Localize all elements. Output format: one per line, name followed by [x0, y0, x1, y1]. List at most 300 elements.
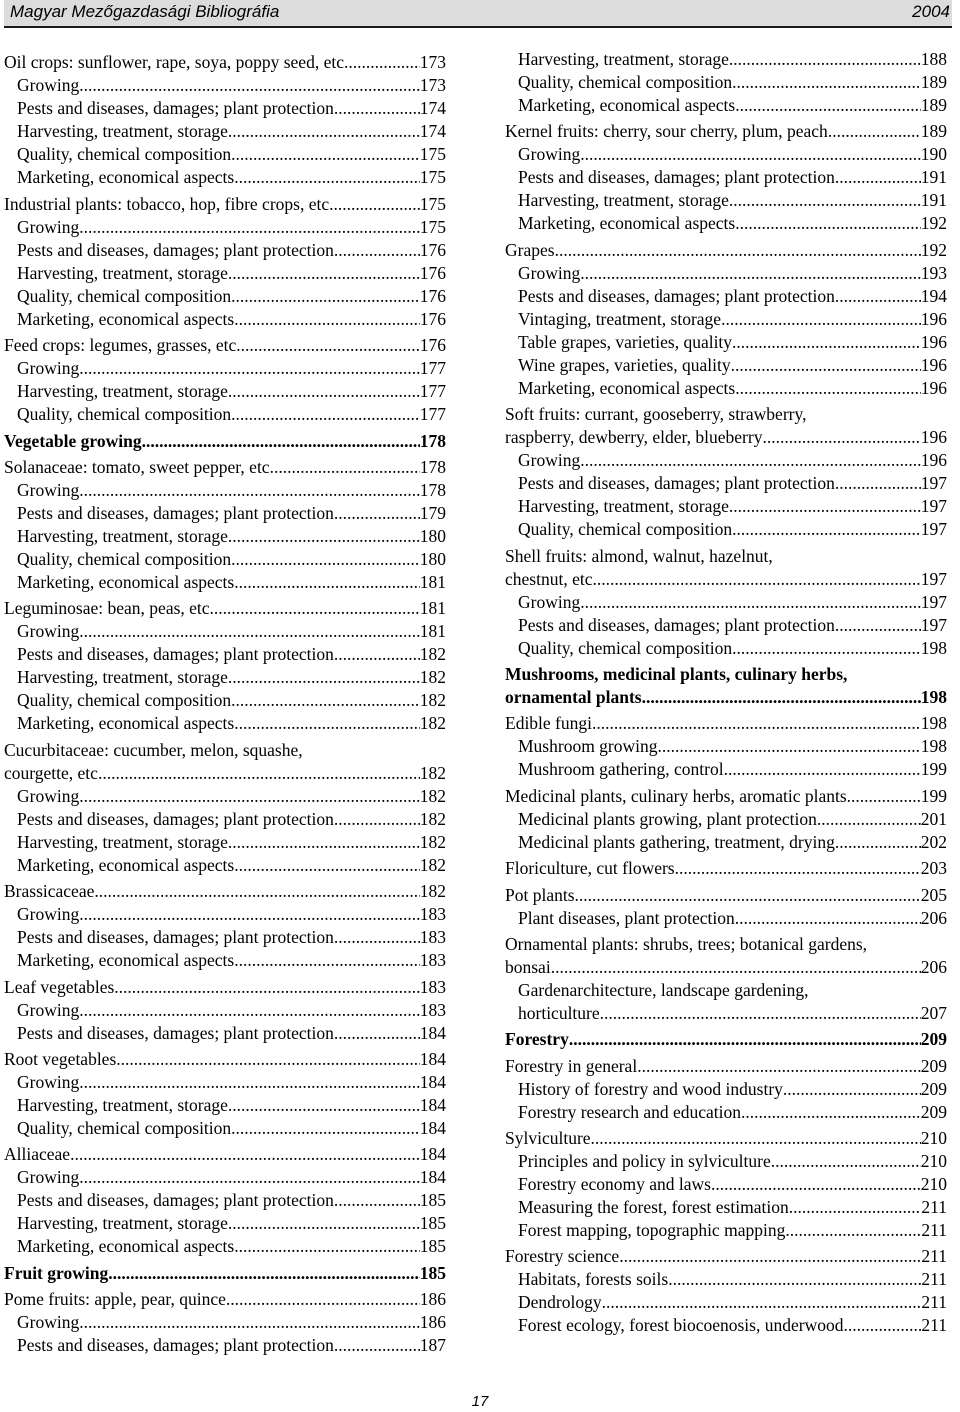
toc-entry-page: 196 [920, 427, 947, 448]
toc-entry-page: 181 [419, 598, 446, 619]
toc-entry [505, 884, 947, 907]
toc-entry [4, 1071, 446, 1094]
toc-entry-page: 198 [920, 713, 947, 734]
dot-leader [79, 1166, 420, 1189]
dot-leader [785, 1219, 921, 1242]
toc-entry-title: Growing [17, 1312, 80, 1333]
toc-entry-page: 209 [920, 1078, 947, 1099]
toc-entry-title: Harvesting, treatment, storage [17, 1094, 228, 1115]
dot-leader [735, 377, 921, 400]
dot-leader [108, 1262, 420, 1285]
toc-entry [4, 143, 446, 166]
toc-entry-page: 198 [920, 736, 947, 757]
dot-leader [334, 1022, 420, 1045]
dot-leader [835, 285, 921, 308]
toc-entry-title: Growing [17, 785, 80, 806]
toc-entry-title-line1: Cucurbitaceae: cucumber, melon, squashe, [4, 739, 303, 760]
toc-entry-title: Quality, chemical composition [17, 404, 232, 425]
toc-entry [4, 430, 446, 453]
toc-entry [4, 1048, 446, 1071]
dot-leader [231, 689, 420, 712]
dot-leader [847, 785, 921, 808]
toc-entry-title: Pests and diseases, damages; plant protection [17, 502, 334, 523]
dot-leader [234, 166, 420, 189]
toc-entry-title: Growing [17, 904, 80, 925]
toc-entry-page: 209 [920, 1029, 947, 1050]
dot-leader [228, 120, 420, 143]
toc-entry-title: Pests and diseases, damages; plant protection [17, 808, 334, 829]
toc-entry-title: Growing [17, 999, 80, 1020]
toc-entry-title: Medicinal plants, culinary herbs, aromatic plants [505, 785, 847, 806]
toc-entry-title: Harvesting, treatment, storage [17, 262, 228, 283]
toc-entry-title: Habitats, forests soils [518, 1269, 669, 1290]
toc-entry-page: 189 [920, 72, 947, 92]
toc-entry-page: 210 [920, 1151, 947, 1172]
toc-entry-page: 183 [419, 999, 446, 1020]
toc-entry [4, 1022, 446, 1045]
dot-leader [732, 331, 921, 354]
toc-entry-title: Forest mapping, topographic mapping [518, 1220, 786, 1241]
dot-leader [580, 449, 921, 472]
toc-entry-title: Forestry [505, 1029, 569, 1050]
toc-entry-title: Pests and diseases, damages; plant protection [17, 1190, 334, 1211]
dot-leader [274, 456, 420, 479]
toc-entry-page: 181 [419, 571, 446, 592]
dot-leader [79, 1311, 420, 1334]
toc-entry [4, 620, 446, 643]
toc-entry-title: Growing [17, 1167, 80, 1188]
toc-entry-page: 207 [920, 1002, 947, 1023]
toc-entry-title: Growing [17, 75, 80, 96]
toc-entry [505, 1173, 947, 1196]
toc-entry [505, 1002, 947, 1025]
toc-entry [4, 334, 446, 357]
toc-entry-title: Mushroom gathering, control [518, 759, 724, 780]
toc-entry-page: 196 [920, 377, 947, 398]
toc-entry [4, 239, 446, 262]
toc-entry [505, 354, 947, 377]
toc-entry-title: Marketing, economical aspects [17, 1236, 235, 1257]
dot-leader [789, 1196, 922, 1219]
toc-entry-page: 176 [419, 285, 446, 306]
dot-leader [116, 1048, 419, 1071]
dot-leader [241, 334, 420, 357]
toc-entry-page: 191 [920, 167, 947, 188]
toc-entry-title: Pests and diseases, damages; plant protection [17, 98, 334, 119]
dot-leader [724, 758, 921, 781]
dot-leader [580, 591, 921, 614]
toc-entry [505, 120, 947, 143]
toc-entry-title: Wine grapes, varieties, quality [518, 354, 731, 375]
toc-entry [505, 1028, 947, 1051]
toc-entry-page: 210 [920, 1174, 947, 1195]
toc-entry-page: 203 [920, 858, 947, 879]
dot-leader [334, 1334, 420, 1357]
dot-leader [228, 1094, 420, 1117]
toc-entry [4, 285, 446, 308]
dot-leader [228, 262, 420, 285]
toc-entry [505, 907, 947, 930]
dot-leader [79, 74, 420, 97]
toc-entry-title: Pests and diseases, damages; plant protection [17, 927, 334, 948]
toc-entry-page: 196 [920, 331, 947, 352]
toc-entry-title: Pot plants [505, 884, 575, 905]
toc-entry-title-line1: Shell fruits: almond, walnut, hazelnut, [505, 545, 773, 566]
toc-entry-title: ornamental plants [505, 686, 642, 707]
toc-entry-page: 196 [920, 450, 947, 471]
toc-entry-page: 175 [419, 144, 446, 165]
toc-entry [505, 785, 947, 808]
toc-entry-title: Pests and diseases, damages; plant protection [518, 614, 835, 635]
toc-entry [505, 591, 947, 614]
toc-entry-page: 178 [419, 430, 446, 451]
dot-leader [580, 262, 921, 285]
dot-leader [234, 571, 420, 594]
dot-leader [771, 1150, 921, 1173]
toc-entry [4, 597, 446, 620]
toc-entry [4, 1212, 446, 1235]
toc-entry [4, 808, 446, 831]
toc-entry-title: Forestry science [505, 1246, 620, 1267]
toc-entry-title: Pests and diseases, damages; plant protection [518, 285, 835, 306]
toc-entry-title: Marketing, economical aspects [17, 571, 235, 592]
dot-leader [234, 854, 420, 877]
dot-leader [731, 354, 921, 377]
toc-entry [4, 831, 446, 854]
toc-entry-page: 182 [419, 854, 446, 875]
toc-entry [505, 472, 947, 495]
dot-leader [231, 548, 420, 571]
dot-leader [569, 1028, 921, 1051]
toc-entry [4, 193, 446, 216]
toc-entry-title: Kernel fruits: cherry, sour cherry, plum, peach [505, 121, 828, 142]
toc-entry-page: 182 [419, 667, 446, 688]
toc-entry-page: 177 [419, 358, 446, 379]
toc-entry-page: 177 [419, 404, 446, 425]
toc-entry [505, 808, 947, 831]
toc-entry-page: 197 [920, 519, 947, 540]
toc-entry [505, 166, 947, 189]
dot-leader [642, 686, 921, 709]
toc-entry-page: 185 [419, 1236, 446, 1257]
toc-entry-title: Growing [518, 262, 581, 283]
toc-entry-page: 186 [419, 1312, 446, 1333]
dot-leader [234, 1235, 420, 1258]
toc-entry [505, 1268, 947, 1291]
toc-entry-title: Harvesting, treatment, storage [17, 121, 228, 142]
dot-leader [602, 1291, 922, 1314]
toc-entry [4, 456, 446, 479]
toc-entry-title: Vegetable growing [4, 430, 142, 451]
dot-leader [234, 308, 420, 331]
toc-entry [505, 48, 947, 71]
toc-entry [505, 1101, 947, 1124]
toc-entry-title: Growing [17, 358, 80, 379]
toc-entry [505, 94, 947, 117]
toc-entry-page: 182 [419, 881, 446, 902]
toc-entry-title: Growing [518, 450, 581, 471]
toc-entry [4, 999, 446, 1022]
dot-leader [729, 189, 921, 212]
toc-entry [4, 1117, 446, 1140]
toc-entry-page: 189 [920, 95, 947, 115]
toc-entry [505, 1314, 947, 1337]
dot-leader [619, 1245, 921, 1268]
toc-entry [4, 1166, 446, 1189]
toc-entry-title: Root vegetables [4, 1048, 117, 1069]
dot-leader [228, 666, 420, 689]
toc-entry-line [4, 739, 446, 762]
toc-entry-page: 175 [419, 167, 446, 188]
dot-leader [334, 239, 420, 262]
toc-entry-page: 206 [920, 907, 947, 928]
toc-entry-title-line1: Ornamental plants: shrubs, trees; botanical gardens, [505, 933, 868, 954]
toc-entry-title: Leguminosae: bean, peas, etc. [4, 598, 214, 619]
toc-entry-page: 184 [419, 1094, 446, 1115]
toc-entry-title: Harvesting, treatment, storage [17, 525, 228, 546]
toc-entry-title: Harvesting, treatment, storage [518, 496, 729, 517]
toc-entry-page: 177 [419, 381, 446, 402]
dot-leader [658, 735, 921, 758]
toc-entry-page: 197 [920, 591, 947, 612]
toc-entry-page: 182 [419, 785, 446, 806]
toc-entry-title: Pests and diseases, damages; plant protection [518, 473, 835, 494]
toc-entry-title: Pests and diseases, damages; plant protection [17, 1022, 334, 1043]
toc-entry [4, 479, 446, 502]
dot-leader [729, 495, 921, 518]
toc-entry [4, 97, 446, 120]
toc-entry-page: 193 [920, 262, 947, 283]
toc-entry-page: 185 [419, 1262, 446, 1283]
toc-entry [505, 308, 947, 331]
dot-leader [334, 926, 420, 949]
dot-leader [334, 1189, 420, 1212]
toc-entry-title: Marketing, economical aspects [17, 950, 235, 971]
dot-leader [79, 216, 420, 239]
toc-entry-page: 184 [419, 1022, 446, 1043]
toc-entry-title: Industrial plants: tobacco, hop, fibre crops, etc. [4, 193, 334, 214]
toc-entry-page: 197 [920, 473, 947, 494]
toc-entry-title: Pome fruits: apple, pear, quince [4, 1289, 226, 1310]
toc-entry-page: 189 [920, 121, 947, 142]
toc-entry-page: 196 [920, 308, 947, 329]
dot-leader [231, 143, 420, 166]
toc-entry-title-line1: Mushrooms, medicinal plants, culinary herbs, [505, 663, 848, 684]
toc-entry [4, 712, 446, 735]
page-number: 17 [471, 1393, 489, 1410]
toc-entry [4, 51, 446, 74]
dot-leader [79, 479, 420, 502]
dot-leader [94, 880, 419, 903]
dot-leader [817, 808, 921, 831]
toc-entry-page: 176 [419, 335, 446, 356]
toc-entry [505, 189, 947, 212]
toc-entry-title: Mushroom growing [518, 736, 658, 757]
toc-entry-title: Pests and diseases, damages; plant protection [17, 644, 334, 665]
toc-column-right [505, 48, 947, 1337]
toc-entry [4, 357, 446, 380]
dot-leader [70, 1143, 420, 1166]
dot-leader [333, 193, 419, 216]
toc-entry [505, 614, 947, 637]
toc-entry [4, 689, 446, 712]
dot-leader [234, 949, 420, 972]
dot-leader [597, 568, 921, 591]
toc-entry-title: Feed crops: legumes, grasses, etc. [4, 335, 241, 356]
toc-entry-title: Harvesting, treatment, storage [518, 190, 729, 211]
dot-leader [79, 620, 420, 643]
toc-entry [4, 1189, 446, 1212]
toc-entry-title: Harvesting, treatment, storage [17, 831, 228, 852]
toc-entry-page: 173 [419, 52, 446, 73]
toc-entry-page: 184 [419, 1048, 446, 1069]
toc-entry-title: Medicinal plants growing, plant protection [518, 808, 817, 829]
toc-entry-title: Marketing, economical aspects [17, 854, 235, 875]
toc-entry-title: Forestry economy and laws [518, 1174, 711, 1195]
toc-entry [505, 212, 947, 235]
toc-entry-page: 179 [419, 502, 446, 523]
toc-entry [505, 1291, 947, 1314]
toc-entry-page: 187 [419, 1335, 446, 1356]
toc-entry [4, 120, 446, 143]
toc-entry-page: 183 [419, 950, 446, 971]
dot-leader [79, 785, 420, 808]
dot-leader [228, 1212, 420, 1235]
toc-entry-title-line1: Soft fruits: currant, gooseberry, strawberry, [505, 404, 807, 425]
dot-leader [555, 239, 921, 262]
toc-entry-title: Growing [518, 144, 581, 165]
toc-entry-title: Solanaceae: tomato, sweet pepper, etc. [4, 456, 274, 477]
toc-entry [4, 1094, 446, 1117]
toc-entry-title: Marketing, economical aspects [518, 95, 736, 115]
dot-leader [843, 1314, 921, 1337]
toc-entry-page: 192 [920, 213, 947, 234]
toc-entry-title: Fruit growing [4, 1262, 109, 1283]
toc-entry-page: 211 [921, 1315, 947, 1336]
toc-entry-title: Forest ecology, forest biocoenosis, underwood [518, 1315, 844, 1336]
dot-leader [591, 1127, 921, 1150]
dot-leader [79, 357, 420, 380]
toc-entry [4, 1143, 446, 1166]
toc-entry-title: Quality, chemical composition [17, 690, 232, 711]
dot-leader [783, 1078, 921, 1101]
toc-entry-line [505, 545, 947, 568]
toc-entry [4, 854, 446, 877]
toc-entry [505, 1078, 947, 1101]
toc-entry-title: bonsai [505, 956, 551, 977]
toc-entry-title: Marketing, economical aspects [518, 213, 736, 234]
toc-entry-page: 199 [920, 759, 947, 780]
toc-entry [4, 880, 446, 903]
toc-entry-page: 198 [920, 637, 947, 658]
toc-entry-page: 178 [419, 479, 446, 500]
dot-leader [711, 1173, 921, 1196]
toc-entry [505, 495, 947, 518]
toc-entry-page: 184 [419, 1117, 446, 1138]
toc-entry [505, 758, 947, 781]
toc-entry-page: 209 [920, 1055, 947, 1076]
toc-entry-page: 178 [419, 456, 446, 477]
toc-entry-page: 183 [419, 976, 446, 997]
toc-entry-title: Growing [17, 621, 80, 642]
toc-entry [505, 1150, 947, 1173]
toc-entry-title-line1: Gardenarchitecture, landscape gardening, [518, 979, 809, 1000]
toc-entry-title: Growing [17, 479, 80, 500]
toc-entry [4, 903, 446, 926]
dot-leader [114, 976, 419, 999]
toc-entry [505, 1196, 947, 1219]
toc-entry [4, 308, 446, 331]
toc-entry-title: Harvesting, treatment, storage [17, 667, 228, 688]
toc-entry-title: Forestry research and education [518, 1101, 742, 1122]
toc-entry-page: 186 [419, 1289, 446, 1310]
toc-entry [505, 1055, 947, 1078]
toc-entry [4, 1288, 446, 1311]
dot-leader [580, 143, 921, 166]
dot-leader [334, 97, 420, 120]
toc-entry-title: Marketing, economical aspects [17, 308, 235, 329]
toc-entry-title: Principles and policy in sylviculture [518, 1151, 771, 1172]
toc-entry [505, 143, 947, 166]
dot-leader [228, 380, 420, 403]
toc-entry-title: Quality, chemical composition [17, 1117, 232, 1138]
toc-entry-title: Forestry in general [505, 1055, 638, 1076]
toc-entry [4, 643, 446, 666]
dot-leader [348, 51, 419, 74]
dot-leader [214, 597, 420, 620]
toc-entry-line [505, 979, 947, 1002]
dot-leader [835, 614, 921, 637]
dot-leader [729, 48, 921, 71]
toc-entry [505, 239, 947, 262]
toc-entry-page: 176 [419, 262, 446, 283]
toc-entry-page: 180 [419, 525, 446, 546]
toc-entry-page: 197 [920, 614, 947, 635]
toc-entry [4, 262, 446, 285]
dot-leader [334, 808, 420, 831]
toc-entry-title: courgette, etc [4, 762, 98, 783]
toc-entry [505, 262, 947, 285]
toc-entry-page: 182 [419, 831, 446, 852]
toc-entry-page: 175 [419, 193, 446, 214]
dot-leader [231, 403, 420, 426]
dot-leader [79, 903, 420, 926]
toc-entry-page: 183 [419, 904, 446, 925]
dot-leader [334, 502, 420, 525]
toc-entry-title: Plant diseases, plant protection [518, 907, 735, 928]
toc-entry-page: 182 [419, 644, 446, 665]
toc-entry-page: 184 [419, 1071, 446, 1092]
toc-entry-title: Sylviculture [505, 1128, 591, 1149]
toc-entry-page: 202 [920, 831, 947, 852]
toc-entry [4, 976, 446, 999]
toc-entry-page: 176 [419, 239, 446, 260]
toc-entry [4, 502, 446, 525]
dot-leader [741, 1101, 921, 1124]
toc-entry-title: Edible fungi [505, 713, 592, 734]
toc-entry [505, 71, 947, 94]
toc-entry [505, 637, 947, 660]
toc-entry-title: horticulture [518, 1002, 600, 1023]
toc-entry-title: Quality, chemical composition [518, 637, 733, 658]
toc-entry-title: Pests and diseases, damages; plant protection [17, 239, 334, 260]
toc-entry-title: Quality, chemical composition [518, 72, 733, 92]
dot-leader [732, 637, 921, 660]
toc-entry [505, 1245, 947, 1268]
toc-entry-page: 211 [921, 1197, 947, 1218]
toc-entry-page: 210 [920, 1128, 947, 1149]
toc-entry [4, 926, 446, 949]
